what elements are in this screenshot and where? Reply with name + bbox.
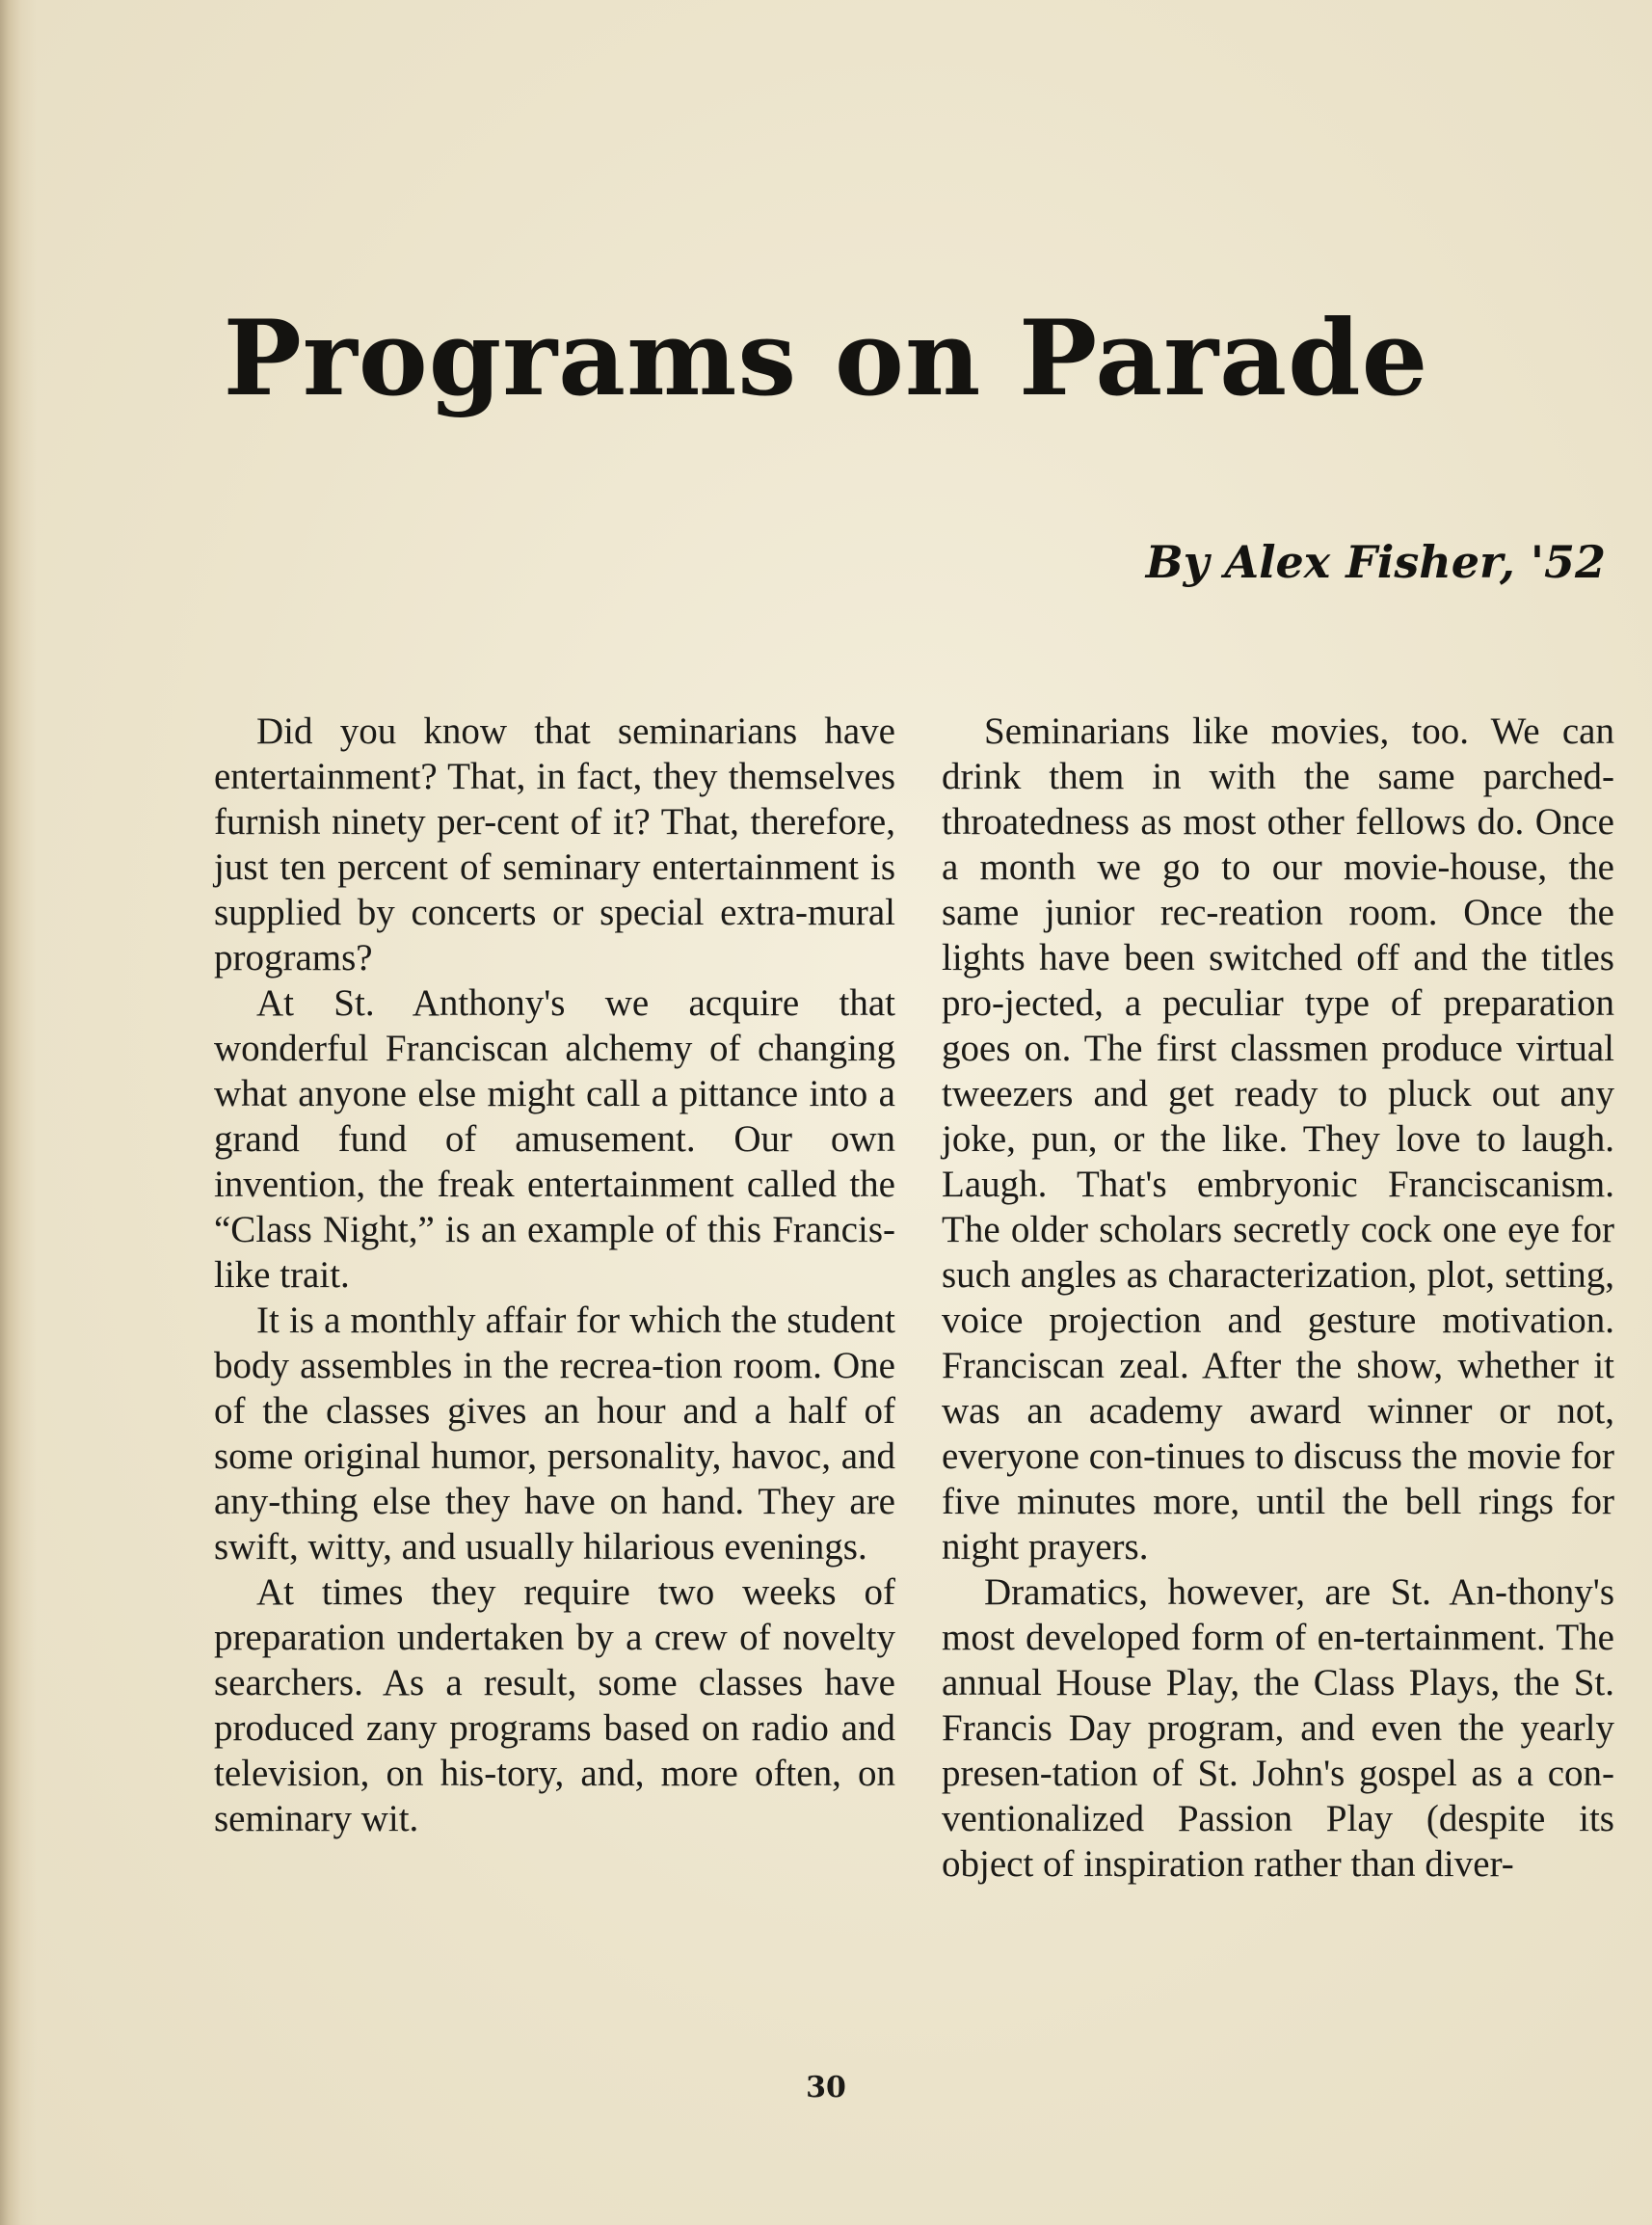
- article-title: Programs on Parade: [223, 298, 1429, 419]
- paragraph: It is a monthly affair for which the student body assembles in the recrea-tion room. One of the classes gives an hour and a half of some original humor, personality, havoc, and any-thing else they have on hand. They are swift, witty, and usually hilarious evenings.: [214, 1300, 895, 1568]
- paragraph: Seminarians like movies, too. We can drink them in with the same parched-throatedness as most other fellows do. Once a month we go to our movie-house, the same junior rec-reation room. Once the lights have been switched off and the titles pro-jected, a peculiar type of preparation goes on. The first classmen produce virtual tweezers and get ready to pluck out any joke, pun, or the like. They love to laugh. Laugh. That's embryonic Franciscanism. The older scholars secretly cock one eye for such angles as characterization, plot, setting, voice projection and gesture motivation. Franciscan zeal. After the show, whether it was an academy award winner or not, everyone con-tinues to discuss the movie for five minutes more, until the bell rings for night prayers.: [942, 710, 1614, 1568]
- paragraph: At times they require two weeks of preparation undertaken by a crew of novelty searchers. As a result, some classes have produced zany programs based on radio and television, on his-tory, and, more often, on seminary wit.: [214, 1571, 895, 1839]
- paragraph: At St. Anthony's we acquire that wonderful Franciscan alchemy of changing what anyone else might call a pittance into a grand fund of amusement. Our own invention, the freak entertainment called the “Class Night,” is an example of this Francis-like trait.: [214, 982, 895, 1296]
- right-text-column: [942, 709, 1614, 1887]
- page-number: 30: [806, 2071, 846, 2104]
- paragraph: Did you know that seminarians have entertainment? That, in fact, they themselves furnish ninety per-cent of it? That, therefore, just ten percent of seminary entertainment is supplied by concerts or special extra-mural programs?: [214, 710, 895, 978]
- left-text-column: [214, 709, 895, 1841]
- paragraph: Dramatics, however, are St. An-thony's most developed form of en-tertainment. The annual House Play, the Class Plays, the St. Francis Day program, and even the yearly presen-tation of St. John's gospel as a con-ventionalized Passion Play (despite its object of inspiration rather than diver-: [942, 1571, 1614, 1885]
- article-byline: By Alex Fisher, '52: [1145, 536, 1606, 588]
